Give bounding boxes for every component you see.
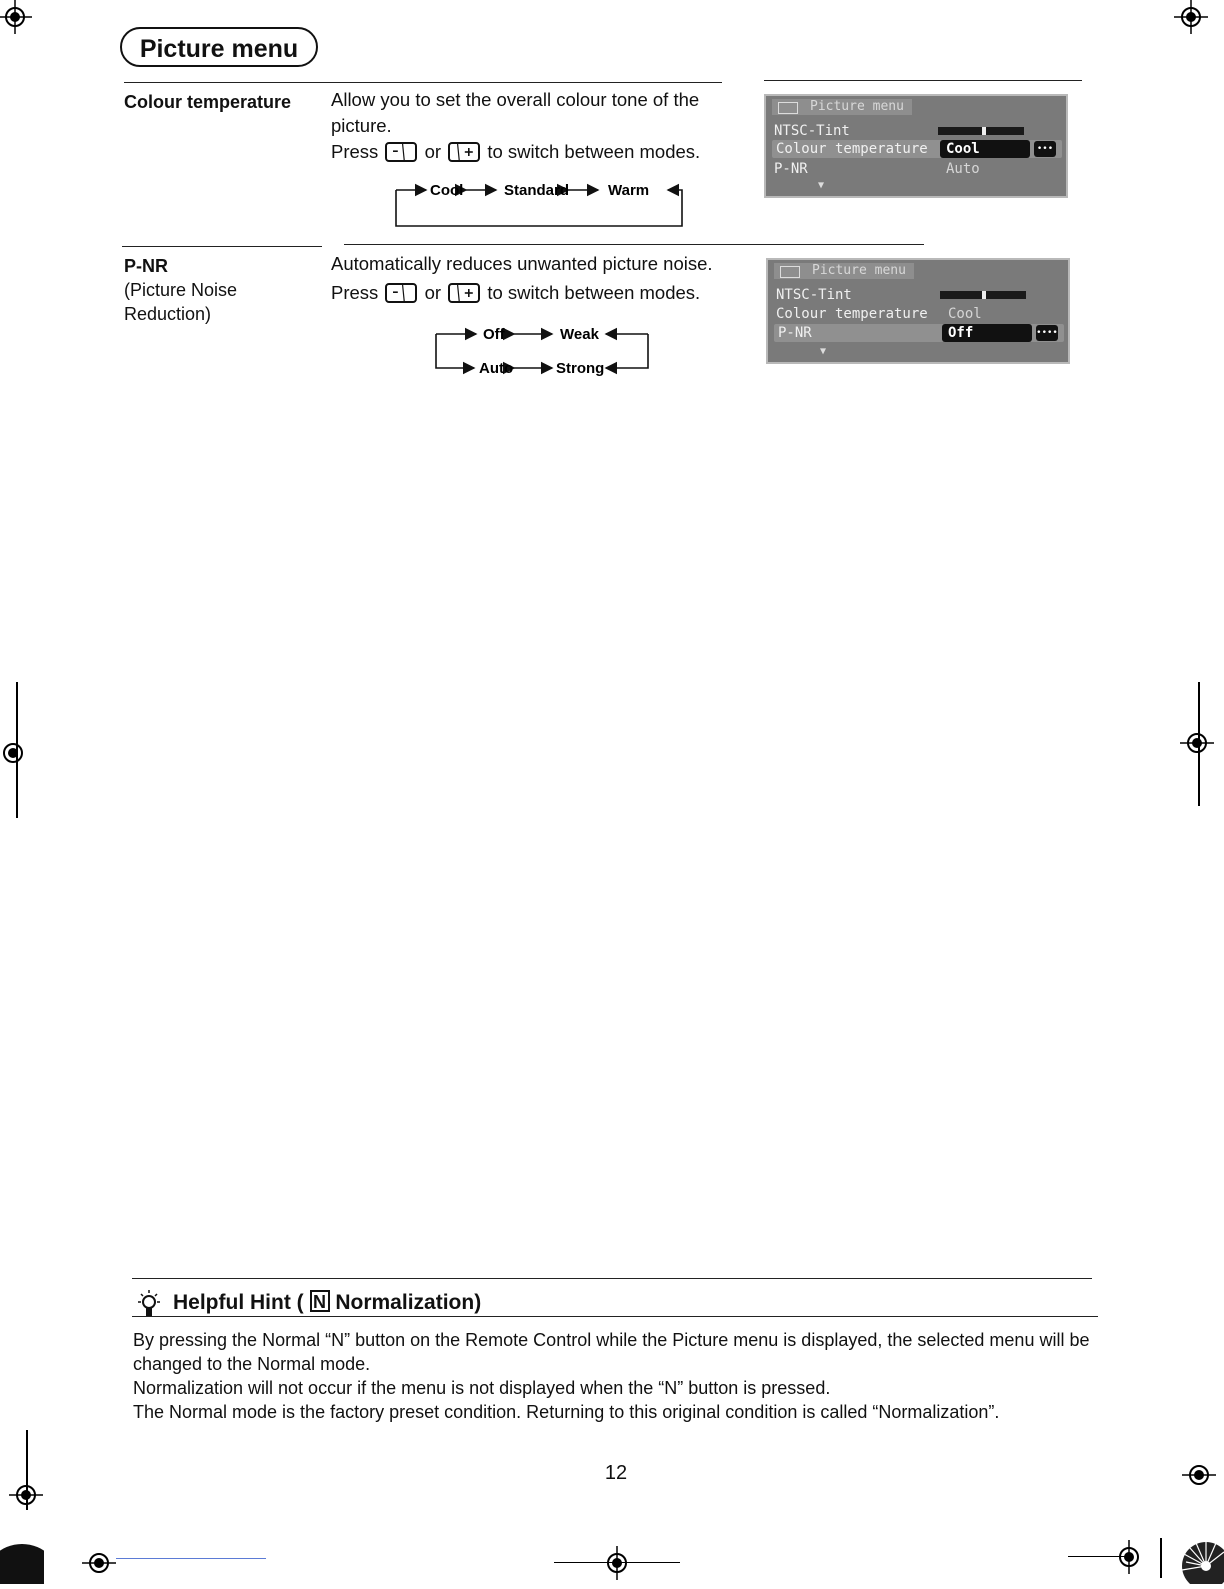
section-description-p-nr: Automatically reduces unwanted picture noise. — [331, 253, 713, 274]
section-description-colour-temperature: Allow you to set the overall colour tone of the picture. — [331, 89, 700, 136]
cycle-mode-standard: Standard — [504, 182, 570, 199]
cycle-mode-off: Off — [483, 326, 505, 343]
registration-line — [1160, 1538, 1162, 1578]
registration-mark-icon — [1174, 0, 1208, 34]
osd-other-value: Cool — [948, 306, 982, 322]
osd-scroll-down-icon: ▼ — [820, 346, 827, 357]
tv-menu-icon — [778, 102, 798, 114]
plus-key-icon — [448, 142, 480, 162]
hint-paragraph: The Normal mode is the factory preset condition. Returning to this original condition is called “Normalization”. — [133, 1402, 1000, 1422]
osd-row-p-nr: P-NR — [774, 324, 1064, 342]
hint-title: Helpful Hint ( N Normalization) — [173, 1291, 482, 1314]
osd-row-colour-temperature: Colour temperature — [772, 140, 1062, 158]
section-rule — [344, 244, 924, 245]
osd-tint-knob — [982, 127, 986, 135]
registration-mark-icon — [82, 1546, 116, 1580]
osd-other-value: Auto — [946, 161, 980, 177]
registration-mark-icon — [0, 0, 32, 34]
section-rule — [764, 80, 1082, 81]
page-title: Picture menu — [120, 27, 318, 67]
hint-paragraph: By pressing the Normal “N” button on the Remote Control while the Picture menu is displayed, the selected menu will be changed to the Normal mode. — [133, 1330, 1090, 1374]
plus-key-icon — [448, 283, 480, 303]
page-number: 12 — [604, 1462, 628, 1484]
cycle-mode-cool: Cool — [430, 182, 464, 199]
corner-disc-icon — [0, 1540, 44, 1584]
registration-mark-icon — [1180, 726, 1214, 760]
hint-body — [133, 1328, 1098, 1424]
osd-tint-knob — [982, 291, 986, 299]
mode-cycle-diagram-colour-temperature — [390, 176, 690, 232]
osd-title: Picture menu — [772, 99, 912, 115]
normal-n-key-icon: N — [310, 1290, 330, 1312]
section-label-p-nr: P-NR (Picture Noise Reduction) — [124, 256, 238, 324]
mode-cycle-diagram-p-nr — [430, 318, 660, 382]
registration-mark-icon — [9, 1478, 43, 1512]
osd-dots-icon: ••• — [1034, 141, 1056, 157]
section-rule — [124, 82, 722, 83]
registration-mark-icon — [0, 736, 30, 770]
section-label-colour-temperature: Colour temperature — [124, 92, 292, 112]
tv-menu-icon — [780, 266, 800, 278]
cycle-arrow — [606, 334, 648, 368]
cycle-mode-weak: Weak — [560, 326, 599, 343]
osd-screen-p-nr — [766, 258, 1070, 364]
cycle-mode-warm: Warm — [608, 182, 650, 199]
osd-row-colour-temperature: Colour temperature — [776, 306, 928, 322]
hint-paragraph: Normalization will not occur if the menu is not displayed when the “N” button is pressed. — [133, 1378, 831, 1398]
corner-sunburst-icon — [1176, 1526, 1224, 1584]
osd-row-ntsc-tint: NTSC-Tint — [776, 287, 852, 303]
hint-rule-top — [132, 1278, 1092, 1279]
cycle-arrow — [436, 334, 474, 368]
registration-line — [116, 1558, 266, 1559]
press-instruction-p-nr: Press or to switch between modes. — [331, 282, 701, 303]
osd-scroll-down-icon: ▼ — [818, 180, 825, 191]
cycle-mode-strong: Strong — [556, 360, 605, 377]
section-sublabel-p-nr: (Picture Noise Reduction) — [124, 280, 238, 324]
press-instruction-colour-temperature: Press or to switch between modes. — [331, 141, 701, 162]
osd-screen-colour-temperature — [764, 94, 1068, 198]
osd-title: Picture menu — [774, 263, 914, 279]
registration-mark-icon — [1182, 1458, 1216, 1492]
hint-rule-bottom — [132, 1316, 1098, 1317]
cycle-mode-auto: Auto — [479, 360, 514, 377]
registration-mark-icon — [1112, 1540, 1146, 1574]
osd-tint-bar — [938, 127, 1024, 135]
registration-mark-icon — [600, 1546, 634, 1580]
osd-row-p-nr: P-NR — [774, 161, 808, 177]
minus-key-icon — [385, 283, 417, 303]
osd-selected-value: Cool — [940, 140, 1030, 158]
section-rule — [122, 246, 322, 247]
minus-key-icon — [385, 142, 417, 162]
osd-row-ntsc-tint: NTSC-Tint — [774, 123, 850, 139]
osd-selected-value: Off — [942, 324, 1032, 342]
osd-dots-icon: •••• — [1036, 325, 1058, 341]
